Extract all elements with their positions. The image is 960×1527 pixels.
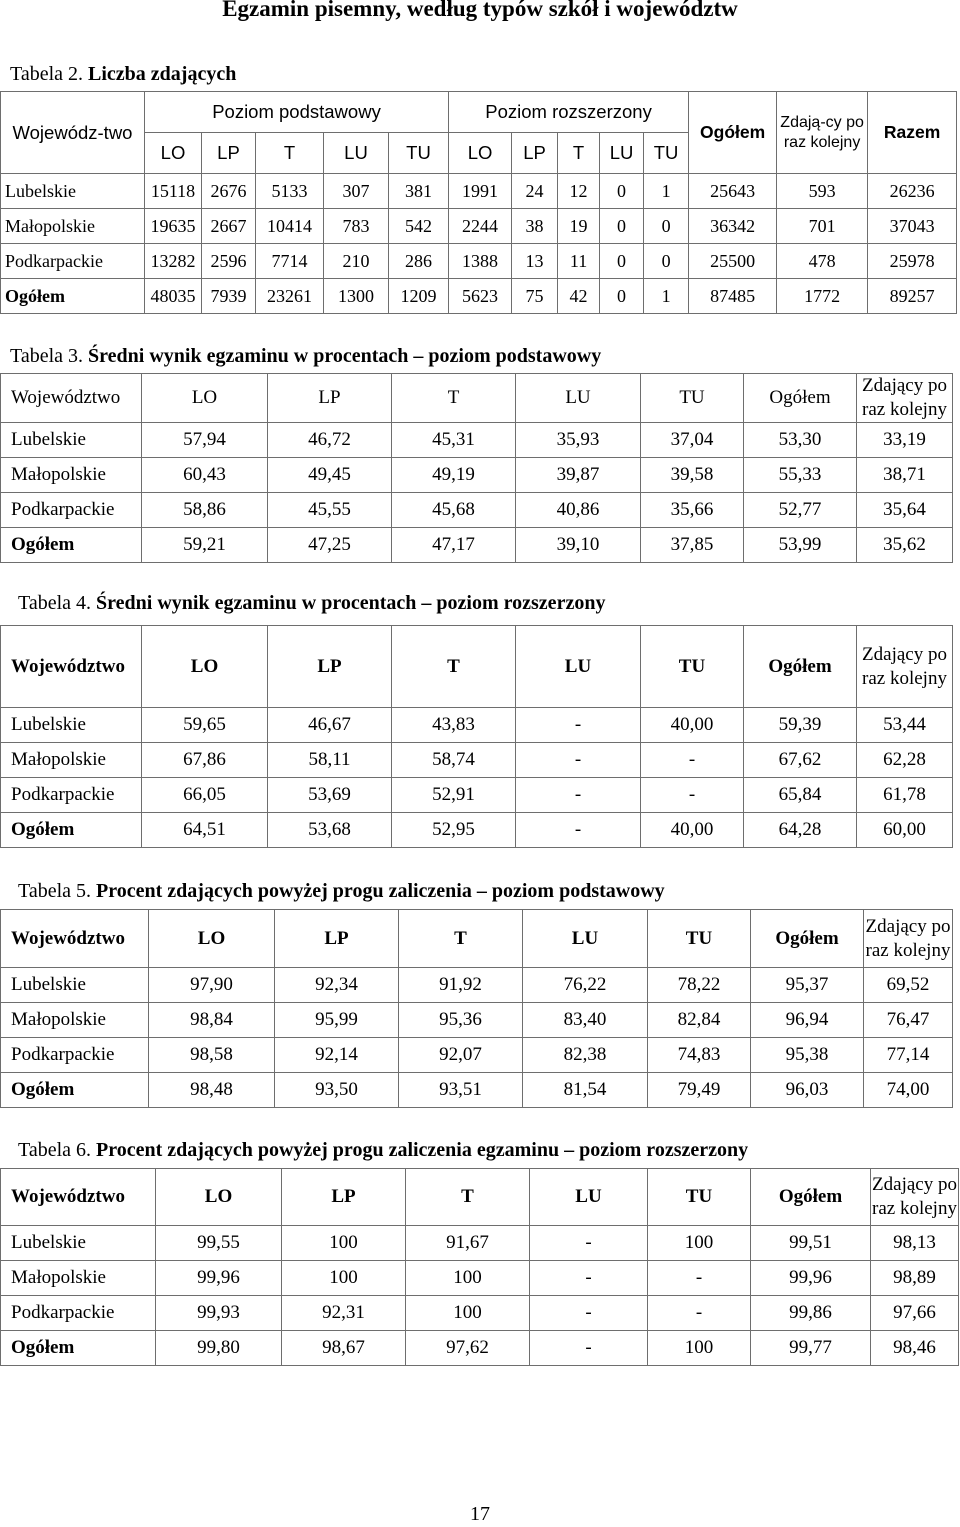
table-cell: 1	[644, 174, 689, 209]
table-cell: 43,83	[392, 708, 516, 743]
table-cell: 52,77	[744, 493, 857, 528]
table-cell: 69,52	[864, 968, 953, 1003]
table-cell: -	[530, 1296, 648, 1331]
t3-header-cell: Zdający po raz kolejny	[857, 374, 953, 423]
table-cell: 12	[558, 174, 600, 209]
table-cell: 701	[777, 209, 868, 244]
table-6-title: Procent zdających powyżej progu zaliczenia egzaminu – poziom rozszerzony	[96, 1139, 749, 1161]
table-cell: 2676	[202, 174, 256, 209]
table-cell: -	[516, 708, 641, 743]
table-cell: 74,83	[648, 1038, 751, 1073]
t2-sub-cell: T	[558, 133, 600, 174]
table-cell: -	[516, 743, 641, 778]
table-cell: 25978	[868, 244, 957, 279]
table-cell: 99,86	[751, 1296, 871, 1331]
t5-header-cell: LP	[275, 910, 399, 968]
row-label: Ogółem	[1, 813, 142, 848]
table-cell: 35,66	[641, 493, 744, 528]
table-2-title: Liczba zdających	[88, 63, 237, 85]
table-cell: 66,05	[142, 778, 268, 813]
table-6-label: Tabela 6.	[18, 1139, 92, 1161]
t2-sub-cell: LU	[324, 133, 389, 174]
table-cell: 59,21	[142, 528, 268, 563]
table-cell: 45,55	[268, 493, 392, 528]
table-cell: 76,22	[523, 968, 648, 1003]
t4-header-cell: LO	[142, 626, 268, 708]
table-cell: 210	[324, 244, 389, 279]
t2-sub-cell: TU	[644, 133, 689, 174]
table-cell: 87485	[689, 279, 777, 314]
row-label: Lubelskie	[1, 968, 149, 1003]
table-cell: 95,99	[275, 1003, 399, 1038]
page-title: Egzamin pisemny, według typów szkół i województw	[222, 0, 738, 21]
table-cell: 98,46	[871, 1331, 959, 1366]
table-cell: 2244	[449, 209, 512, 244]
table-cell: 40,86	[516, 493, 641, 528]
t4-header-cell: LP	[268, 626, 392, 708]
table-cell: 55,33	[744, 458, 857, 493]
table-cell: 37,04	[641, 423, 744, 458]
table-cell: 7939	[202, 279, 256, 314]
table-4-label: Tabela 4.	[18, 592, 92, 614]
table-5-label: Tabela 5.	[18, 880, 92, 902]
table-cell: 52,91	[392, 778, 516, 813]
table-cell: -	[648, 1261, 751, 1296]
table-cell: 49,45	[268, 458, 392, 493]
table-cell: 19635	[145, 209, 202, 244]
t6-header-cell: Zdający po raz kolejny	[871, 1169, 959, 1226]
table-cell: 33,19	[857, 423, 953, 458]
t6-header-cell: TU	[648, 1169, 751, 1226]
t2-header-basic: Poziom podstawowy	[145, 92, 449, 133]
table-cell: 42	[558, 279, 600, 314]
table-cell: 286	[389, 244, 449, 279]
table-cell: 46,72	[268, 423, 392, 458]
table-cell: 58,11	[268, 743, 392, 778]
table-cell: 60,43	[142, 458, 268, 493]
table-cell: 7714	[256, 244, 324, 279]
table-6-caption	[18, 1139, 748, 1162]
t3-header-cell: T	[392, 374, 516, 423]
table-cell: 92,14	[275, 1038, 399, 1073]
table-row	[1, 1261, 959, 1296]
table-3-title: Średni wynik egzaminu w procentach – poziom podstawowy	[88, 345, 602, 367]
table-5-caption	[18, 880, 665, 903]
t5-header-cell: Zdający po raz kolejny	[864, 910, 953, 968]
t2-sub-cell: LO	[145, 133, 202, 174]
table-cell: 15118	[145, 174, 202, 209]
table-cell: 45,31	[392, 423, 516, 458]
table-3-caption	[10, 345, 601, 368]
table-4	[0, 625, 953, 848]
row-label: Ogółem	[1, 528, 142, 563]
table-cell: 39,58	[641, 458, 744, 493]
table-row	[1, 244, 957, 279]
row-label: Ogółem	[1, 1073, 149, 1108]
t3-header-cell: TU	[641, 374, 744, 423]
table-cell: 91,67	[406, 1226, 530, 1261]
table-cell: 53,99	[744, 528, 857, 563]
table-cell: 60,00	[857, 813, 953, 848]
table-cell: 37043	[868, 209, 957, 244]
table-2	[0, 91, 957, 314]
table-cell: 65,84	[744, 778, 857, 813]
table-row	[1, 743, 953, 778]
t3-header-cell: LO	[142, 374, 268, 423]
t2-sub-cell: LP	[512, 133, 558, 174]
table-cell: -	[516, 778, 641, 813]
row-label: Podkarpackie	[1, 1038, 149, 1073]
row-label: Małopolskie	[1, 1261, 156, 1296]
table-cell: 98,67	[282, 1331, 406, 1366]
t3-header-cell: Ogółem	[744, 374, 857, 423]
table-cell: 0	[644, 244, 689, 279]
t5-header-cell: LO	[149, 910, 275, 968]
table-cell: 478	[777, 244, 868, 279]
table-cell: 99,80	[156, 1331, 282, 1366]
table-cell: 40,00	[641, 813, 744, 848]
table-cell: 83,40	[523, 1003, 648, 1038]
table-4-title: Średni wynik egzaminu w procentach – poziom rozszerzony	[96, 592, 606, 614]
table-cell: 98,84	[149, 1003, 275, 1038]
table-cell: 35,64	[857, 493, 953, 528]
table-row	[1, 1003, 953, 1038]
table-row	[1, 174, 957, 209]
table-row	[1, 1038, 953, 1073]
table-3-label: Tabela 3.	[10, 345, 84, 367]
row-label: Podkarpackie	[1, 1296, 156, 1331]
table-cell: 58,74	[392, 743, 516, 778]
t2-sub-cell: T	[256, 133, 324, 174]
table-row	[1, 423, 953, 458]
table-cell: 1	[644, 279, 689, 314]
t2-sub-cell: LO	[449, 133, 512, 174]
table-cell: 64,28	[744, 813, 857, 848]
row-label: Podkarpackie	[1, 493, 142, 528]
table-cell: 99,51	[751, 1226, 871, 1261]
table-cell: 78,22	[648, 968, 751, 1003]
table-cell: 98,89	[871, 1261, 959, 1296]
table-cell: 74,00	[864, 1073, 953, 1108]
t6-header-cell: T	[406, 1169, 530, 1226]
table-cell: 92,31	[282, 1296, 406, 1331]
table-cell: 89257	[868, 279, 957, 314]
t5-header-row	[1, 910, 953, 968]
table-cell: 100	[406, 1296, 530, 1331]
table-cell: 98,13	[871, 1226, 959, 1261]
table-cell: -	[530, 1226, 648, 1261]
t4-header-row	[1, 626, 953, 708]
row-label: Lubelskie	[1, 1226, 156, 1261]
table-row	[1, 1331, 959, 1366]
t2-header-sum: Razem	[868, 92, 957, 174]
row-label: Małopolskie	[1, 743, 142, 778]
table-cell: 1300	[324, 279, 389, 314]
table-row	[1, 493, 953, 528]
t2-sub-cell: LU	[600, 133, 644, 174]
table-cell: 95,38	[751, 1038, 864, 1073]
table-cell: 0	[644, 209, 689, 244]
table-cell: 59,39	[744, 708, 857, 743]
table-row	[1, 279, 957, 314]
table-cell: 1388	[449, 244, 512, 279]
t6-header-cell: LO	[156, 1169, 282, 1226]
table-cell: -	[641, 778, 744, 813]
table-cell: 52,95	[392, 813, 516, 848]
t2-header-total: Ogółem	[689, 92, 777, 174]
table-cell: 11	[558, 244, 600, 279]
table-cell: 97,66	[871, 1296, 959, 1331]
row-label: Małopolskie	[1, 209, 145, 244]
table-cell: 57,94	[142, 423, 268, 458]
table-cell: 96,94	[751, 1003, 864, 1038]
t4-header-cell: Zdający po raz kolejny	[857, 626, 953, 708]
t4-header-cell: TU	[641, 626, 744, 708]
table-cell: 23261	[256, 279, 324, 314]
table-5	[0, 909, 953, 1108]
t5-header-cell: Województwo	[1, 910, 149, 968]
t2-sub-cell: TU	[389, 133, 449, 174]
table-cell: 19	[558, 209, 600, 244]
t2-header-region: Wojewódz-two	[1, 92, 145, 174]
t6-header-cell: Województwo	[1, 1169, 156, 1226]
t3-header-cell: LU	[516, 374, 641, 423]
table-cell: 35,62	[857, 528, 953, 563]
table-cell: 36342	[689, 209, 777, 244]
row-label: Podkarpackie	[1, 244, 145, 279]
table-cell: 10414	[256, 209, 324, 244]
table-cell: 98,48	[149, 1073, 275, 1108]
row-label: Podkarpackie	[1, 778, 142, 813]
table-row	[1, 708, 953, 743]
table-cell: 53,44	[857, 708, 953, 743]
table-cell: -	[648, 1296, 751, 1331]
t2-header-retake: Zdają-cy po raz kolejny	[777, 92, 868, 174]
table-2-caption	[10, 63, 236, 86]
table-cell: 99,77	[751, 1331, 871, 1366]
table-row	[1, 1296, 959, 1331]
table-cell: 783	[324, 209, 389, 244]
table-cell: 67,86	[142, 743, 268, 778]
t6-header-cell: LP	[282, 1169, 406, 1226]
table-cell: 25643	[689, 174, 777, 209]
table-cell: 100	[282, 1226, 406, 1261]
table-cell: 38	[512, 209, 558, 244]
table-row	[1, 968, 953, 1003]
row-label: Lubelskie	[1, 423, 142, 458]
table-row	[1, 458, 953, 493]
table-cell: 95,36	[399, 1003, 523, 1038]
table-cell: 542	[389, 209, 449, 244]
t2-header-extended: Poziom rozszerzony	[449, 92, 689, 133]
table-cell: 58,86	[142, 493, 268, 528]
t6-header-cell: LU	[530, 1169, 648, 1226]
table-cell: 5133	[256, 174, 324, 209]
table-cell: 96,03	[751, 1073, 864, 1108]
table-cell: 61,78	[857, 778, 953, 813]
t5-header-cell: Ogółem	[751, 910, 864, 968]
table-cell: 97,62	[406, 1331, 530, 1366]
table-cell: -	[530, 1331, 648, 1366]
table-3	[0, 373, 953, 563]
table-cell: 38,71	[857, 458, 953, 493]
table-cell: 1991	[449, 174, 512, 209]
table-cell: 48035	[145, 279, 202, 314]
table-cell: -	[641, 743, 744, 778]
t6-header-cell: Ogółem	[751, 1169, 871, 1226]
t5-header-cell: TU	[648, 910, 751, 968]
table-cell: 0	[600, 279, 644, 314]
table-cell: 91,92	[399, 968, 523, 1003]
table-cell: 64,51	[142, 813, 268, 848]
row-label: Ogółem	[1, 279, 145, 314]
table-cell: 82,38	[523, 1038, 648, 1073]
t5-header-cell: LU	[523, 910, 648, 968]
table-cell: 99,55	[156, 1226, 282, 1261]
table-cell: 82,84	[648, 1003, 751, 1038]
table-cell: 100	[648, 1226, 751, 1261]
table-cell: 25500	[689, 244, 777, 279]
table-cell: 93,50	[275, 1073, 399, 1108]
table-cell: 100	[406, 1261, 530, 1296]
row-label: Małopolskie	[1, 1003, 149, 1038]
table-row	[1, 1073, 953, 1108]
table-row	[1, 209, 957, 244]
t3-header-row	[1, 374, 953, 423]
table-cell: 100	[648, 1331, 751, 1366]
table-cell: 13282	[145, 244, 202, 279]
table-cell: 53,69	[268, 778, 392, 813]
row-label: Ogółem	[1, 1331, 156, 1366]
table-cell: 5623	[449, 279, 512, 314]
table-cell: 76,47	[864, 1003, 953, 1038]
table-cell: 100	[282, 1261, 406, 1296]
table-cell: 79,49	[648, 1073, 751, 1108]
t3-header-cell: LP	[268, 374, 392, 423]
table-row	[1, 528, 953, 563]
table-cell: 97,90	[149, 968, 275, 1003]
table-cell: 67,62	[744, 743, 857, 778]
table-cell: 39,87	[516, 458, 641, 493]
table-6	[0, 1168, 959, 1366]
page-number: 17	[470, 1503, 490, 1525]
table-cell: 37,85	[641, 528, 744, 563]
table-5-title: Procent zdających powyżej progu zaliczenia – poziom podstawowy	[96, 880, 665, 902]
table-cell: 77,14	[864, 1038, 953, 1073]
table-cell: 0	[600, 209, 644, 244]
table-cell: 92,34	[275, 968, 399, 1003]
t3-header-cell: Województwo	[1, 374, 142, 423]
table-cell: 47,25	[268, 528, 392, 563]
table-cell: -	[530, 1261, 648, 1296]
table-cell: 75	[512, 279, 558, 314]
table-2-label: Tabela 2.	[10, 63, 84, 85]
table-cell: 39,10	[516, 528, 641, 563]
table-cell: 24	[512, 174, 558, 209]
table-cell: 59,65	[142, 708, 268, 743]
t4-header-cell: LU	[516, 626, 641, 708]
table-cell: 95,37	[751, 968, 864, 1003]
t4-header-cell: T	[392, 626, 516, 708]
table-row	[1, 1226, 959, 1261]
table-cell: 45,68	[392, 493, 516, 528]
table-cell: 93,51	[399, 1073, 523, 1108]
table-cell: 307	[324, 174, 389, 209]
table-row	[1, 778, 953, 813]
table-cell: 35,93	[516, 423, 641, 458]
table-cell: 92,07	[399, 1038, 523, 1073]
table-cell: 1209	[389, 279, 449, 314]
t6-header-row	[1, 1169, 959, 1226]
table-cell: -	[516, 813, 641, 848]
row-label: Małopolskie	[1, 458, 142, 493]
table-cell: 53,30	[744, 423, 857, 458]
table-cell: 26236	[868, 174, 957, 209]
table-cell: 40,00	[641, 708, 744, 743]
table-cell: 46,67	[268, 708, 392, 743]
table-cell: 98,58	[149, 1038, 275, 1073]
t2-sub-cell: LP	[202, 133, 256, 174]
table-cell: 99,93	[156, 1296, 282, 1331]
table-cell: 49,19	[392, 458, 516, 493]
row-label: Lubelskie	[1, 174, 145, 209]
t4-header-cell: Województwo	[1, 626, 142, 708]
row-label: Lubelskie	[1, 708, 142, 743]
table-cell: 47,17	[392, 528, 516, 563]
table-cell: 99,96	[156, 1261, 282, 1296]
table-cell: 0	[600, 174, 644, 209]
table-cell: 0	[600, 244, 644, 279]
table-cell: 2667	[202, 209, 256, 244]
table-cell: 62,28	[857, 743, 953, 778]
table-cell: 381	[389, 174, 449, 209]
table-4-caption	[18, 592, 605, 615]
t4-header-cell: Ogółem	[744, 626, 857, 708]
table-row	[1, 813, 953, 848]
table-cell: 81,54	[523, 1073, 648, 1108]
table-cell: 53,68	[268, 813, 392, 848]
table-cell: 13	[512, 244, 558, 279]
table-cell: 99,96	[751, 1261, 871, 1296]
table-cell: 1772	[777, 279, 868, 314]
t5-header-cell: T	[399, 910, 523, 968]
table-cell: 593	[777, 174, 868, 209]
table-cell: 2596	[202, 244, 256, 279]
